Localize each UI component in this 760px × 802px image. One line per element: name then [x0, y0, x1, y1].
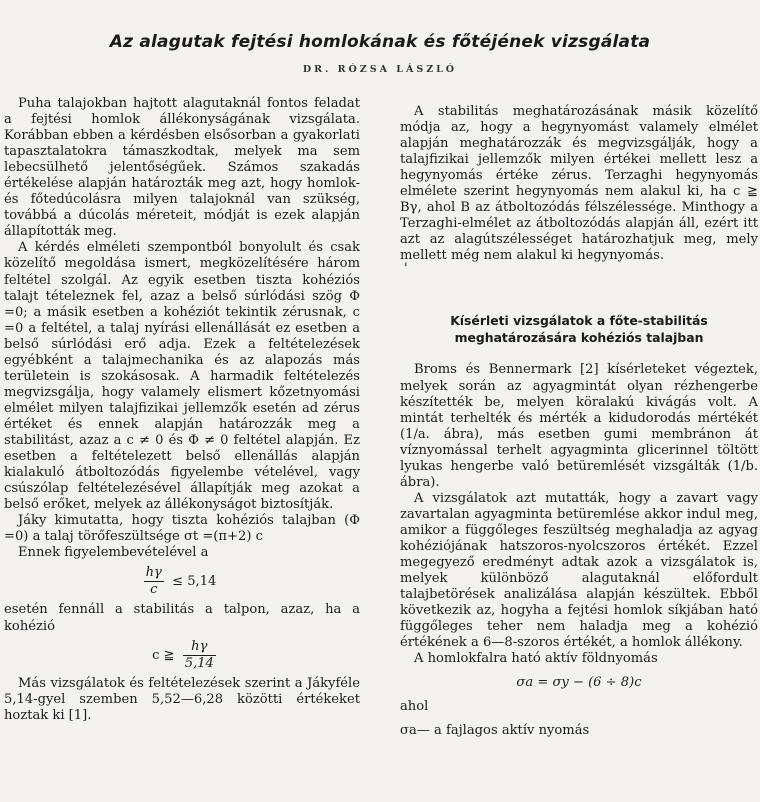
paragraph: ahol: [400, 699, 429, 715]
formula-relation: ≤ 5,14: [172, 574, 217, 590]
paragraph: A vizsgálatok azt mutatták, hogy a zavart vagy zavartalan agyagminta betüremlése akkor indul meg, amikor a függőleges feszültség meghaladja az agyag kohéziójának hatszoros-nyolcszoros értékét. Ezzel megegyező eredményt adtak azok a vizsgálatok is, melyek különböző alagutaknál előfordult talajbetörések analizálása alapján készültek. Ebből következik az, hogyha a fejtési homlok síkjában ható függőleges teher nem haladja meg a kohézió értékének a 6—8-szoros értékét, a homlok állékony.: [400, 490, 758, 651]
article-author: DR. RÓZSA LÁSZLÓ: [302, 64, 458, 75]
fraction-denominator: c: [150, 582, 158, 598]
fraction: [144, 565, 164, 598]
fraction-numerator: hγ: [144, 565, 164, 582]
fraction-numerator: hγ: [183, 639, 216, 656]
article-title: Az alagutak fejtési homlokának és főtéjének vizsgálata: [109, 32, 651, 52]
formula-stability-ratio: [4, 565, 360, 598]
paragraph: σa— a fajlagos aktív nyomás: [400, 723, 590, 739]
formula-cohesion: [4, 639, 360, 672]
paragraph: Puha talajokban hajtott alagutaknál fontos feladat a fejtési homlok állékonyságának vizsgálata. Korábban ebben a kérdésben elsősorban a gyakorlati tapasztalatokra támaszkodtak, melyek ma sem lebecsülhető jelentőségűek. Számos szakadás értékelése alapján határozták meg azt, hogy homlok- és főtedúcolásra milyen talajoknál van szükség, továbbá a dúcolás méreteit, módját is ezek alapján állapították meg.: [4, 96, 360, 240]
left-column: [4, 96, 360, 724]
paragraph: Jáky kimutatta, hogy tiszta kohéziós talajban (Φ =0) a talaj törőfeszültsége σt =(π+2) c: [4, 513, 360, 545]
paragraph: A homlokfalra ható aktív földnyomás: [414, 651, 658, 667]
right-column: [400, 104, 758, 740]
formula-lhs: c ≧: [152, 647, 175, 663]
stray-mark: ': [404, 261, 408, 277]
paragraph: Broms és Bennermark [2] kísérleteket végeztek, melyek során az agyagmintát olyan rézhengerbe készítették be, melyen köralakú kivágás volt. A mintát terhelték és mérték a kidudorodás mértékét (1/a. ábra), más esetben gumi membránon át víznyomással terhelt agyagminta glicerinnel töltött lyukas hengerbe való betüremlését vizsgálták (1/b. ábra).: [400, 362, 758, 490]
section-heading: Kísérleti vizsgálatok a főte-stabilitás meghatározására kohéziós talajban: [450, 313, 708, 346]
fraction-denominator: 5,14: [184, 655, 214, 671]
fraction: [183, 639, 216, 672]
paragraph: Más vizsgálatok és feltételezések szerint a Jákyféle 5,14-gyel szemben 5,52—6,28 közötti értékeket hoztak ki [1].: [4, 675, 360, 723]
paragraph: Ennek figyelembevételével a: [18, 545, 209, 561]
paragraph: A stabilitás meghatározásának másik közelítő módja az, hogy a hegynyomást valamely elmélet alapján meghatározzák és megvizsgálják, hogy a talajfizikai jellemzők milyen értékei mellett lesz a hegynyomás értéke zérus. Terzaghi hegynyomás elmélete szerint hegynyomás nem alakul ki, ha c ≧ Bγ, ahol B az átboltozódás félszélessége. Minthogy a Terzaghi-elmélet az átboltozódás alapján áll, ezért itt azt az alagútszélességet határozhatjuk meg, mely mellett még nem alakul ki hegynyomás.: [400, 104, 758, 264]
paragraph: A kérdés elméleti szempontból bonyolult és csak közelítő megoldása ismert, megközelítésére három feltétel szolgál. Az egyik esetben tiszta kohéziós talajt tételeznek fel, azaz a belső súrlódási szög Φ =0; a másik esetben a kohéziót tekintik zérusnak, c =0 a feltétel, a talaj nyírási ellenállását ez esetben a belső súrlódási erő adja. Ezek a feltételezések egyébként a talajmechanika és az alapozás más területein is szokásosak. A harmadik feltételezés megvizsgálja, hogy valamely elismert kőzetnyomási elmélet milyen talajfizikai jellemzők esetén ad zérus értéket és ennek alapján határozzák meg a stabilitást, azaz a c ≠ 0 és Φ ≠ 0 feltétel alapján. Ez esetben a feltételezett belső ellenállás alapján kialakuló átboltozódás figyelembe vételével, vagy csúszólap feltételezésével állapítják meg azokat a belső erőket, melyek az állékonyságot biztosítják.: [4, 240, 360, 513]
paragraph: esetén fennáll a stabilitás a talpon, azaz, ha a kohézió: [4, 602, 360, 634]
formula-active-pressure: σa = σy − (6 ÷ 8)c: [516, 675, 642, 691]
